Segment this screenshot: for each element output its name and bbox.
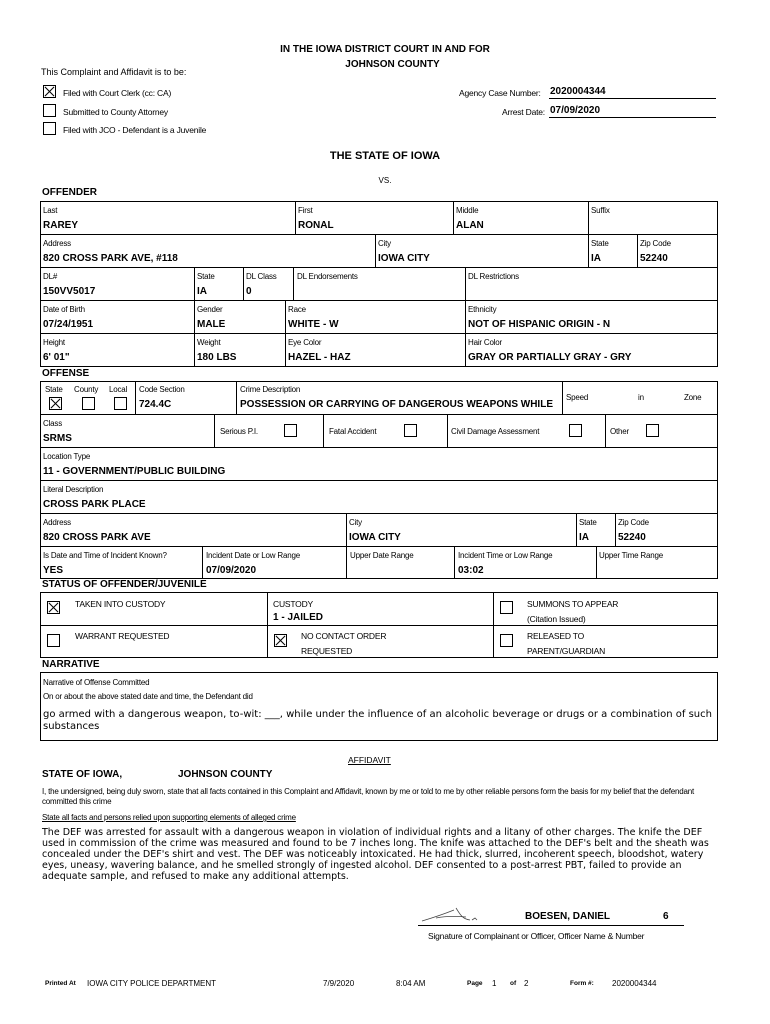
- state-code-checkbox[interactable]: [49, 397, 62, 410]
- upper-time-label: Upper Time Range: [599, 551, 663, 560]
- zone-label: Zone: [684, 393, 702, 402]
- other-checkbox[interactable]: [646, 424, 659, 437]
- vs-label: VS.: [378, 176, 392, 185]
- middle-name-label: Middle: [456, 206, 479, 215]
- incident-zip-label: Zip Code: [618, 518, 649, 527]
- form-number-value: 2020004344: [612, 979, 657, 988]
- zip-label: Zip Code: [640, 239, 671, 248]
- first-name-label: First: [298, 206, 313, 215]
- incident-city-value: IOWA CITY: [349, 532, 401, 543]
- page-label: Page: [467, 980, 483, 987]
- option-court-clerk-label: Filed with Court Clerk (cc: CA): [63, 88, 172, 98]
- officer-number: 6: [663, 911, 669, 922]
- arrest-date-label: Arrest Date:: [502, 107, 545, 117]
- printed-at-value: IOWA CITY POLICE DEPARTMENT: [87, 979, 217, 988]
- code-section-value: 724.4C: [139, 399, 172, 410]
- incident-state-value: IA: [579, 532, 589, 543]
- dl-number-label: DL#: [43, 272, 58, 281]
- agency-case-label: Agency Case Number:: [459, 88, 541, 98]
- fatal-accident-checkbox[interactable]: [404, 424, 417, 437]
- signature-caption: Signature of Complainant or Officer, Officer Name & Number: [428, 931, 645, 941]
- warrant-requested-checkbox[interactable]: [47, 634, 60, 647]
- ethnicity-label: Ethnicity: [468, 305, 497, 314]
- race-label: Race: [288, 305, 306, 314]
- speed-in-label: in: [638, 393, 644, 402]
- arrest-date-value: 07/09/2020: [550, 105, 601, 116]
- option-county-attorney-label: Submitted to County Attorney: [63, 107, 168, 117]
- county-code-label: County: [74, 385, 99, 394]
- offender-box: [40, 201, 718, 367]
- incident-known-label: Is Date and Time of Incident Known?: [43, 551, 167, 560]
- printed-time: 8:04 AM: [396, 979, 426, 988]
- affidavit-county: JOHNSON COUNTY: [178, 769, 273, 780]
- page-number: 1: [492, 979, 497, 988]
- height-label: Height: [43, 338, 65, 347]
- ethnicity-value: NOT OF HISPANIC ORIGIN - N: [468, 319, 611, 330]
- middle-name-value: ALAN: [456, 220, 484, 231]
- affidavit-title: AFFIDAVIT: [348, 755, 391, 765]
- released-to-sub-label: PARENT/GUARDIAN: [527, 646, 606, 656]
- incident-date-label: Incident Date or Low Range: [206, 551, 300, 560]
- state-value: IA: [591, 253, 601, 264]
- literal-description-value: CROSS PARK PLACE: [43, 499, 146, 510]
- option-court-clerk-checkbox[interactable]: [43, 85, 56, 98]
- incident-date-value: 07/09/2020: [206, 565, 257, 576]
- dob-label: Date of Birth: [43, 305, 85, 314]
- agency-case-underline: [549, 98, 716, 99]
- warrant-requested-label: WARRANT REQUESTED: [75, 631, 170, 641]
- class-label: Class: [43, 419, 63, 428]
- weight-label: Weight: [197, 338, 221, 347]
- civil-damage-checkbox[interactable]: [569, 424, 582, 437]
- no-contact-order-checkbox[interactable]: [274, 634, 287, 647]
- last-name-value: RAREY: [43, 220, 79, 231]
- affidavit-state: STATE OF IOWA,: [42, 769, 123, 780]
- incident-time-label: Incident Time or Low Range: [458, 551, 553, 560]
- suffix-label: Suffix: [591, 206, 610, 215]
- form-number-label: Form #:: [570, 980, 594, 987]
- officer-name: BOESEN, DANIEL: [525, 911, 611, 922]
- code-section-label: Code Section: [139, 385, 185, 394]
- address-label: Address: [43, 239, 71, 248]
- released-to-label: RELEASED TO: [527, 631, 585, 641]
- weight-value: 180 LBS: [197, 352, 237, 363]
- incident-zip-value: 52240: [618, 532, 646, 543]
- state-code-label: State: [45, 385, 63, 394]
- hair-color-value: GRAY OR PARTIALLY GRAY - GRY: [468, 352, 632, 363]
- dob-value: 07/24/1951: [43, 319, 94, 330]
- hair-color-label: Hair Color: [468, 338, 503, 347]
- city-value: IOWA CITY: [378, 253, 430, 264]
- officer-signature-icon: [418, 904, 482, 926]
- signature-line: [418, 925, 684, 926]
- dl-endorsements-label: DL Endorsements: [297, 272, 358, 281]
- incident-known-value: YES: [43, 565, 64, 576]
- serious-pi-label: Serious P.I.: [220, 427, 258, 436]
- gender-label: Gender: [197, 305, 223, 314]
- dl-state-value: IA: [197, 286, 207, 297]
- printed-date: 7/9/2020: [323, 979, 355, 988]
- incident-city-label: City: [349, 518, 362, 527]
- incident-address-label: Address: [43, 518, 71, 527]
- custody-label: CUSTODY: [273, 599, 314, 609]
- court-line-1: IN THE IOWA DISTRICT COURT IN AND FOR: [280, 44, 490, 55]
- taken-into-custody-checkbox[interactable]: [47, 601, 60, 614]
- incident-state-label: State: [579, 518, 597, 527]
- affidavit-facts-label: State all facts and persons relied upon supporting elements of alleged crime: [42, 813, 296, 822]
- first-name-value: RONAL: [298, 220, 334, 231]
- affidavit-sworn-statement: I, the undersigned, being duly sworn, state that all facts contained in this Complaint and Affidavit, known by me or told to me by other reliable persons form the basis for my belief that the defendant committed this crime: [42, 787, 695, 806]
- page-total: 2: [524, 979, 529, 988]
- dl-class-label: DL Class: [246, 272, 277, 281]
- location-type-value: 11 - GOVERNMENT/PUBLIC BUILDING: [43, 466, 226, 477]
- gender-value: MALE: [197, 319, 226, 330]
- no-contact-order-label: NO CONTACT ORDER: [301, 631, 387, 641]
- option-jco-checkbox[interactable]: [43, 122, 56, 135]
- affidavit-facts-text: The DEF was arrested for assault with a dangerous weapon in violation of individual rights and a litany of other charges. The knife the DEF used in commission of the crime was measured and found to be 7 inches long. The knife was attached to the DEF's belt and the sheath was concealed under the DEF's shirt and vest. The DEF was noticeably intoxicated. He had thick, slurred, incoherent speech, bloodshot, watery eyes, uneasy, wavering balance, and he smelled strongly of ingested alcohol. DEF consented to a post-arrest PBT, failed to provide an adequate sample, and refused to make any additional attempts.: [42, 827, 709, 882]
- civil-damage-label: Civil Damage Assessment: [451, 427, 540, 436]
- state-label: State: [591, 239, 609, 248]
- other-label: Other: [610, 427, 630, 436]
- narrative-intro: On or about the above stated date and time, the Defendant did: [43, 692, 253, 701]
- eye-color-value: HAZEL - HAZ: [288, 352, 351, 363]
- agency-case-value: 2020004344: [550, 86, 606, 97]
- crime-description-value: POSSESSION OR CARRYING OF DANGEROUS WEAPONS WHILE: [240, 399, 553, 410]
- dl-number-value: 150VV5017: [43, 286, 96, 297]
- address-value: 820 CROSS PARK AVE, #118: [43, 253, 178, 264]
- incident-address-value: 820 CROSS PARK AVE: [43, 532, 151, 543]
- location-type-label: Location Type: [43, 452, 91, 461]
- summons-label: SUMMONS TO APPEAR: [527, 599, 619, 609]
- local-code-label: Local: [109, 385, 128, 394]
- local-code-checkbox[interactable]: [114, 397, 127, 410]
- summons-sub-label: (Citation Issued): [527, 614, 586, 624]
- state-title: THE STATE OF IOWA: [329, 150, 441, 162]
- incident-time-value: 03:02: [458, 565, 484, 576]
- complaint-to-be: This Complaint and Affidavit is to be:: [41, 67, 187, 77]
- race-value: WHITE - W: [288, 319, 339, 330]
- county-code-checkbox[interactable]: [82, 397, 95, 410]
- no-contact-order-sub-label: REQUESTED: [301, 646, 353, 656]
- summons-checkbox[interactable]: [500, 601, 513, 614]
- arrest-date-underline: [549, 117, 716, 118]
- dl-restrictions-label: DL Restrictions: [468, 272, 519, 281]
- taken-into-custody-label: TAKEN INTO CUSTODY: [75, 599, 166, 609]
- offense-section-title: OFFENSE: [42, 368, 90, 379]
- dl-state-label: State: [197, 272, 215, 281]
- literal-description-label: Literal Description: [43, 485, 104, 494]
- class-value: SRMS: [43, 433, 72, 444]
- speed-label: Speed: [566, 393, 589, 402]
- status-section-title: STATUS OF OFFENDER/JUVENILE: [42, 579, 207, 590]
- height-value: 6' 01": [43, 352, 70, 363]
- fatal-accident-label: Fatal Accident: [329, 427, 377, 436]
- court-line-2: JOHNSON COUNTY: [345, 59, 440, 70]
- city-label: City: [378, 239, 391, 248]
- zip-value: 52240: [640, 253, 668, 264]
- released-to-checkbox[interactable]: [500, 634, 513, 647]
- crime-description-label: Crime Description: [240, 385, 301, 394]
- serious-pi-checkbox[interactable]: [284, 424, 297, 437]
- printed-at-label: Printed At: [45, 980, 76, 987]
- narrative-text: go armed with a dangerous weapon, to-wit: ___, while under the influence of an alcoholic beverage or drugs or a combination of such substances: [43, 709, 712, 732]
- upper-date-label: Upper Date Range: [350, 551, 414, 560]
- option-jco-label: Filed with JCO - Defendant is a Juvenile: [63, 125, 207, 135]
- dl-class-value: 0: [246, 286, 252, 297]
- last-name-label: Last: [43, 206, 58, 215]
- custody-value: 1 - JAILED: [273, 612, 324, 623]
- option-county-attorney-checkbox[interactable]: [43, 104, 56, 117]
- eye-color-label: Eye Color: [288, 338, 322, 347]
- offender-section-title: OFFENDER: [42, 187, 97, 198]
- of-label: of: [510, 980, 517, 987]
- narrative-section-title: NARRATIVE: [42, 659, 100, 670]
- narrative-label: Narrative of Offense Committed: [43, 678, 150, 687]
